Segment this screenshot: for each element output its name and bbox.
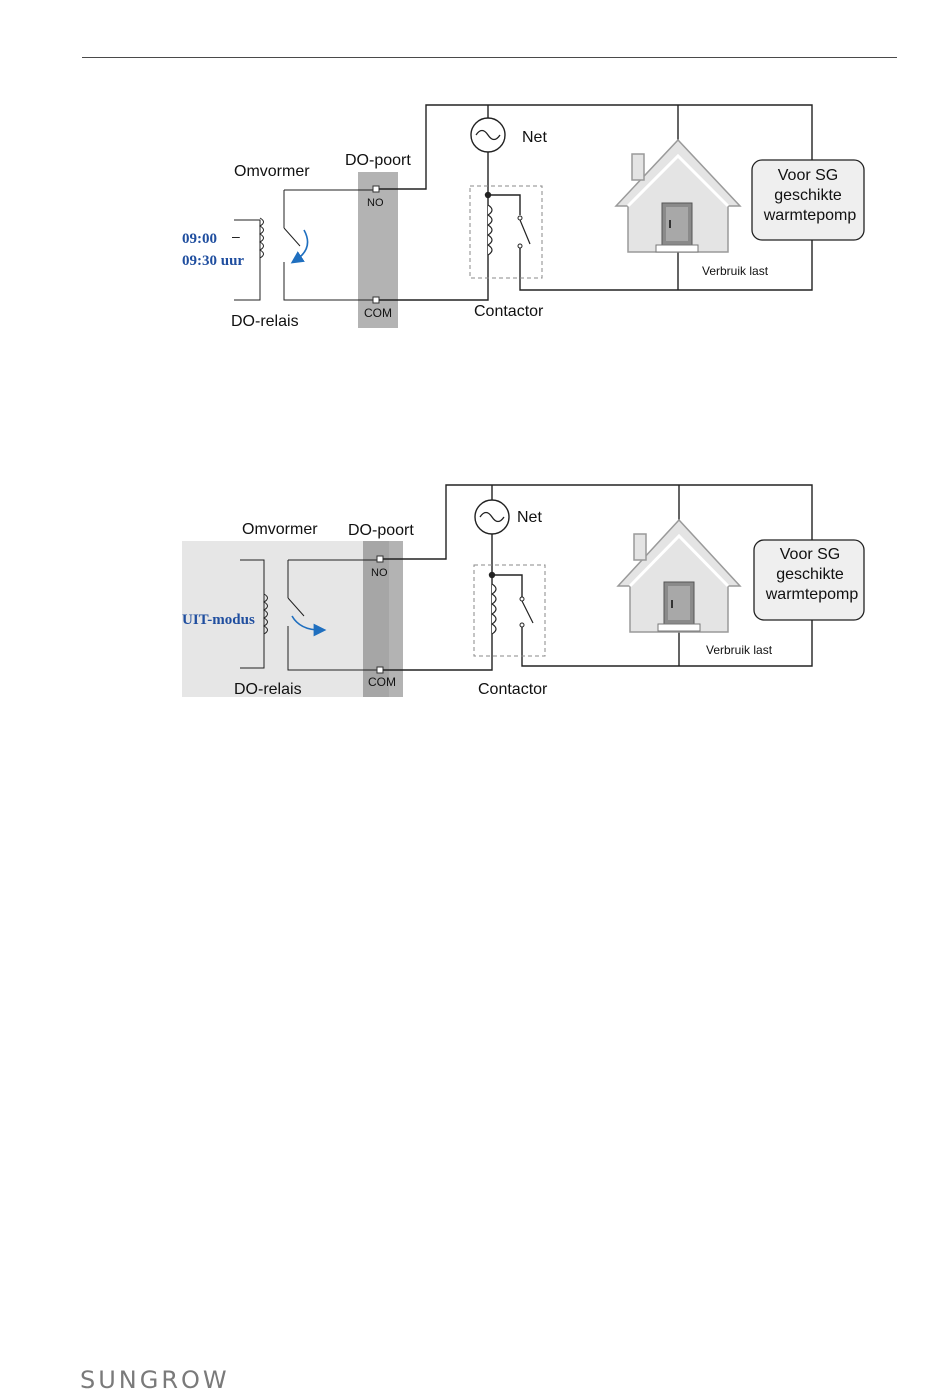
contactor-label: Contactor [478,681,548,698]
contactor-label: Contactor [474,303,544,320]
inverter-label: Omvormer [234,163,310,180]
no-label: NO [367,197,384,209]
inverter-label: Omvormer [242,521,318,538]
house-icon [618,520,740,632]
no-terminal [377,556,383,562]
heatpump-label-3: warmtepomp [763,207,857,224]
sungrow-logo: SUNGROW [80,1366,230,1394]
heatpump-label-2: geschikte [776,566,844,583]
com-terminal [377,667,383,673]
contact-point [520,623,524,627]
no-label: NO [371,567,388,579]
relay-label: DO-relais [234,681,302,698]
do-port-label: DO-poort [348,522,414,539]
heatpump-label-1: Voor SG [779,546,841,563]
heatpump-label-3: warmtepomp [765,586,859,603]
mode-label: UIT-modus [182,612,255,628]
contactor-coil [492,584,496,634]
contactor-box [474,565,545,656]
grid-label: Net [522,129,547,146]
com-label: COM [364,306,392,320]
contactor-switch [522,601,533,623]
heatpump-label-2: geschikte [774,187,842,204]
grid-label: Net [517,509,542,526]
do-port-bar-shade [363,541,389,697]
time-end-label: 09:30 uur [182,253,245,269]
contact-point [520,597,524,601]
do-port-label: DO-poort [345,152,411,169]
com-label: COM [368,675,396,689]
time-start-label: 09:00 [182,231,217,247]
load-label: Verbruik last [706,643,773,657]
relay-label: DO-relais [231,313,299,330]
heatpump-label-1: Voor SG [777,167,839,184]
time-dash: – [232,228,240,244]
load-label: Verbruik last [702,264,769,278]
junction-dot [489,572,495,578]
